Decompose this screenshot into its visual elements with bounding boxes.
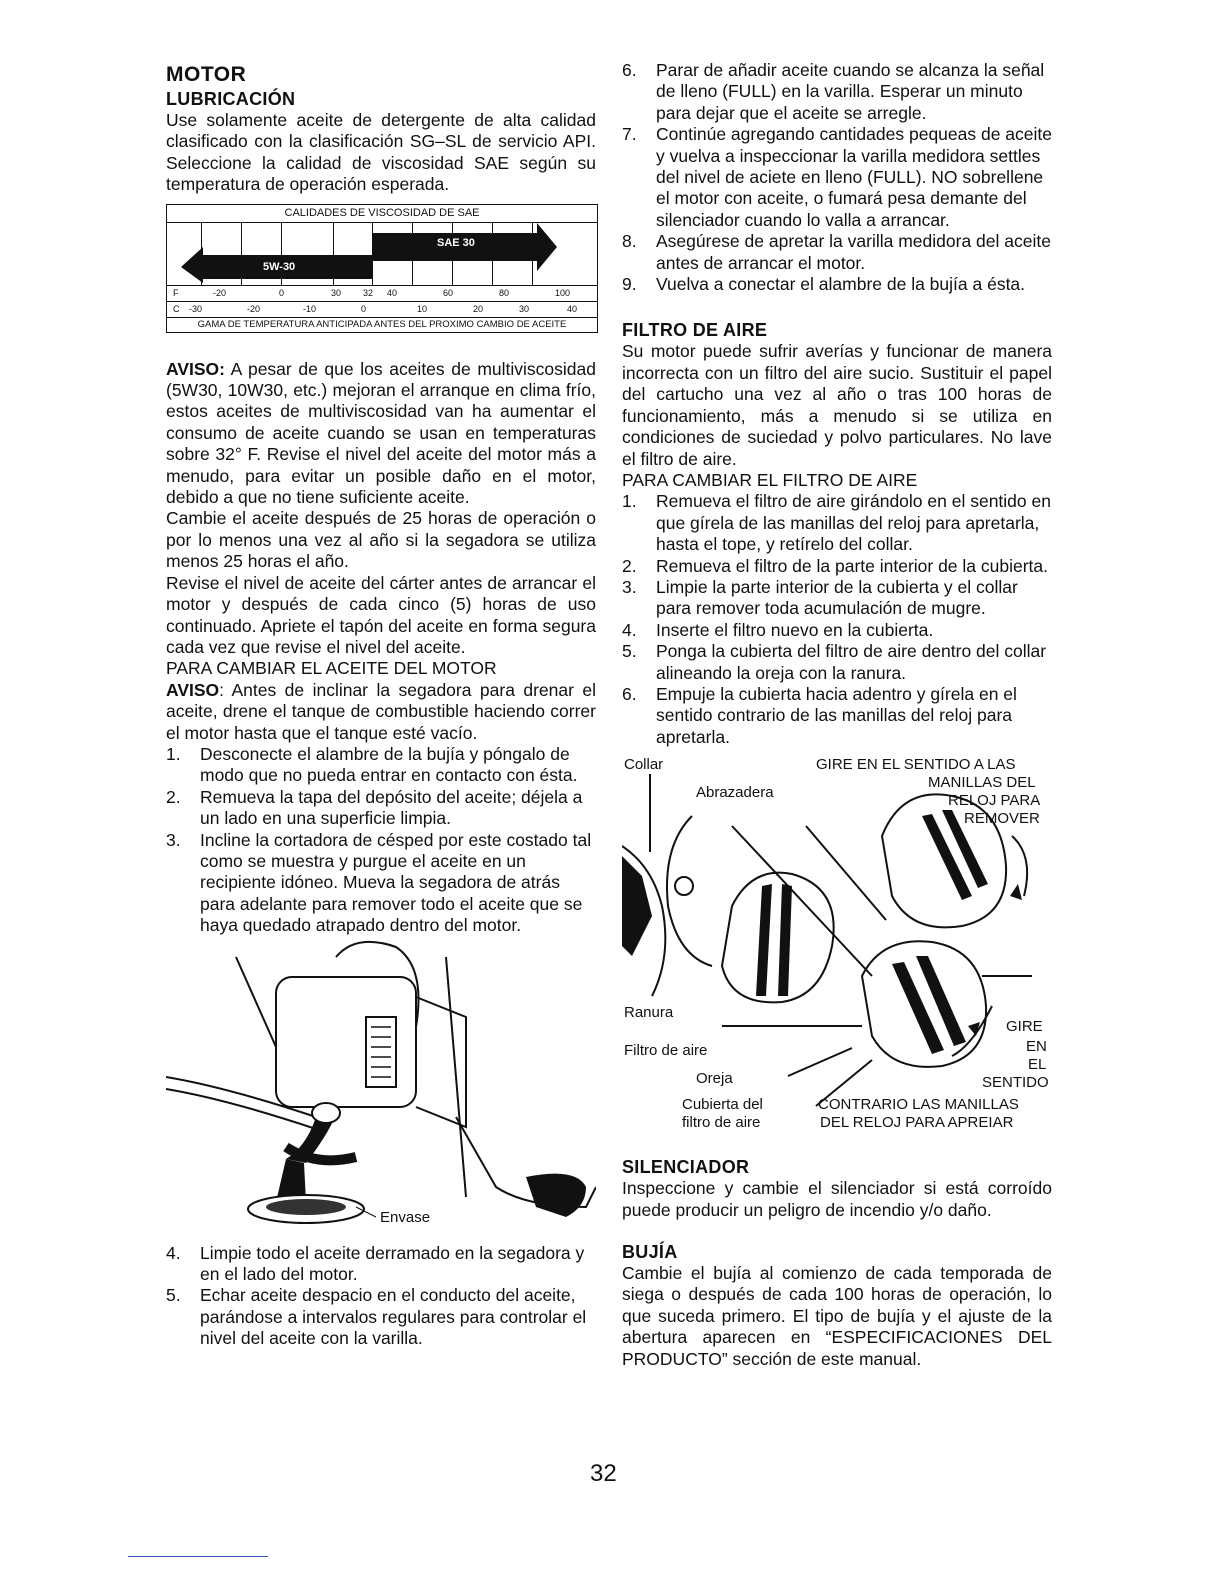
- c-tick: 10: [417, 303, 428, 314]
- page-number: 32: [590, 1460, 617, 1487]
- aviso2-text: : Antes de inclinar la segadora para drenar el aceite, drene el tanque de combustible haciendo correr el motor hasta que el tanque esté vacío.: [166, 679, 596, 743]
- c-tick: 40: [567, 303, 578, 314]
- f-tick: 80: [499, 287, 510, 298]
- step-text: Parar de añadir aceite cuando se alcanza la señal de lleno (FULL) en la varilla. Esperar un minuto para dejar que el aceite se arregle.: [656, 60, 1045, 123]
- gire-remove-line4: REMOVER: [964, 810, 1040, 828]
- step-number: 1.: [622, 491, 637, 512]
- celsius-row: [167, 302, 597, 318]
- reloj-apretar-label: DEL RELOJ PARA APREIAR: [820, 1114, 1014, 1132]
- step-text: Vuelva a conectar el alambre de la bujía a ésta.: [656, 274, 1026, 295]
- aviso-paragraph: [166, 359, 596, 509]
- list-item: [622, 577, 1052, 620]
- c-label: C: [173, 303, 180, 314]
- chart-footer: GAMA DE TEMPERATURA ANTICIPADA ANTES DEL PROXIMO CAMBIO DE ACEITE: [197, 318, 567, 330]
- right-column: [622, 60, 1052, 1370]
- list-item: [622, 620, 1052, 641]
- f-tick: 30: [331, 287, 342, 298]
- filtro-aire-label: Filtro de aire: [624, 1042, 708, 1060]
- step-number: 4.: [166, 1242, 181, 1263]
- silenciador-text: Inspeccione y cambie el silenciador si está corroído puede producir un peligro de incendio y/o daño.: [622, 1178, 1052, 1220]
- oil-change-interval: Cambie el aceite después de 25 horas de operación o por lo menos una vez al año si la segadora se utiliza menos 25 horas el año.: [166, 508, 596, 572]
- c-tick: -10: [303, 303, 317, 314]
- step-text: Echar aceite despacio en el conducto del aceite, parándose a intervalos regulares para controlar el nivel del aceite con la varilla.: [200, 1285, 587, 1349]
- step-text: Asegúrese de apretar la varilla medidora del aceite antes de arrancar el motor.: [656, 231, 1051, 273]
- step-text: Remueva el filtro de la parte interior de la cubierta.: [656, 555, 1049, 576]
- oil-steps-list-2: [166, 1243, 596, 1350]
- f-tick: -20: [213, 287, 227, 298]
- gire-tighten-1: GIRE: [1006, 1018, 1043, 1036]
- f-tick: 100: [555, 287, 571, 298]
- step-text: Inserte el filtro nuevo en la cubierta.: [656, 619, 934, 640]
- f-tick: 40: [387, 287, 398, 298]
- f-tick: 60: [443, 287, 454, 298]
- step-number: 8.: [622, 231, 637, 252]
- step-number: 6.: [622, 60, 637, 80]
- list-item: [622, 641, 1052, 684]
- step-number: 2.: [166, 786, 181, 807]
- silenciador-title: SILENCIADOR: [622, 1157, 750, 1178]
- step-number: 2.: [622, 555, 637, 576]
- motor-title: MOTOR: [166, 63, 247, 86]
- filtro-title: FILTRO DE AIRE: [622, 320, 768, 341]
- list-item: [166, 744, 596, 787]
- chart-bars: [167, 223, 597, 286]
- step-text: Incline la cortadora de césped por este costado tal como se muestra y purgue el aceite en un recipiente idóneo. Mueva la segadora de atrás para adelante para remover todo el aceite que se haya quedado atrapado dentro del motor.: [200, 829, 592, 936]
- f-tick: 0: [279, 287, 285, 298]
- change-oil-heading: PARA CAMBIAR EL ACEITE DEL MOTOR: [166, 658, 497, 679]
- bujia-title: BUJÍA: [622, 1242, 678, 1262]
- list-item: [166, 787, 596, 830]
- oil-drain-figure: [166, 937, 596, 1231]
- step-text: Continúe agregando cantidades pequeas de aceite y vuelva a inspeccionar la varilla medidora settles del nivel de aciete en lleno (FULL). NO sobrellene el motor con aceite, o fumará pesa demante del silenciador cuando lo valla a arrancar.: [656, 124, 1053, 230]
- aviso-label: AVISO:: [166, 358, 225, 379]
- air-filter-figure: [622, 756, 1052, 1146]
- step-number: 6.: [622, 683, 637, 704]
- lubricacion-subtitle: LUBRICACIÓN: [166, 89, 296, 109]
- step-text: Limpie todo el aceite derramado en la segadora y en el lado del motor.: [200, 1242, 585, 1284]
- step-number: 4.: [622, 619, 637, 640]
- list-item: [622, 274, 1052, 295]
- gire-remove-line3: RELOJ PARA: [948, 792, 1041, 810]
- lubrication-intro: Use solamente aceite de detergente de alta calidad clasificado con la clasificación SG–SL de servicio API. Seleccione la calidad de viscosidad SAE según su temperatura de operación esperada.: [166, 110, 596, 195]
- list-item: [622, 684, 1052, 748]
- abrazadera-label: Abrazadera: [696, 784, 774, 802]
- list-item: [166, 1285, 596, 1349]
- step-number: 7.: [622, 124, 637, 145]
- list-item: [622, 60, 1052, 124]
- left-column: [166, 60, 596, 1350]
- step-text: Limpie la parte interior de la cubierta y el collar para remover toda acumulación de mugre.: [656, 576, 1018, 619]
- aviso-text: A pesar de que los aceites de multiviscosidad (5W30, 10W30, etc.) mejoran el arranque en clima frío, estos aceites de multiviscosidad van ha aumentar el consumo de aceite cuando se usan en temperaturas sobre 32° F. Revise el nivel del aceite del motor más a menudo, para evitar un posible daño en el motor, debido a que no tiene suficiente aceite.: [166, 358, 596, 508]
- filtro-text: Su motor puede sufrir averías y funcionar de manera incorrecta con un filtro del aire sucio. Sustituir el papel del cartucho una vez al año o tras 100 horas de funcionamiento, más a menudo si se utiliza en condiciones de suciedad y polvo particulares. No lave el filtro de aire.: [622, 341, 1052, 469]
- step-text: Desconecte el alambre de la bujía y póngalo de modo que no pueda entrar en contacto con ésta.: [200, 743, 578, 786]
- c-tick: 0: [361, 303, 367, 314]
- list-item: [166, 830, 596, 937]
- step-text: Ponga la cubierta del filtro de aire dentro del collar alineando la oreja con la ranura.: [656, 641, 1047, 683]
- contrario-label: CONTRARIO LAS MANILLAS: [818, 1096, 1019, 1114]
- filter-steps-list: [622, 491, 1052, 748]
- bujia-text: Cambie el bujía al comienzo de cada temporada de siega o después de cada 100 horas de operación, lo que suceda primero. El tipo de bujía y el ajuste de la abertura aparecen en “ESPECIFICACIONES DEL PRODUCTO” sección de este manual.: [622, 1263, 1052, 1369]
- gire-remove-line1: GIRE EN EL SENTIDO A LAS: [816, 756, 1016, 774]
- gire-tighten-4: SENTIDO: [982, 1074, 1049, 1092]
- step-number: 9.: [622, 274, 637, 295]
- step-text: Remueva el filtro de aire girándolo en el sentido en que gírela de las manillas del reloj para apretarla, hasta el tope, y retírelo del collar.: [656, 491, 1051, 555]
- c-tick: -20: [247, 303, 261, 314]
- 5w30-label: 5W-30: [263, 260, 296, 273]
- list-item: [622, 556, 1052, 577]
- collar-label: Collar: [624, 756, 664, 774]
- oil-check-paragraph: Revise el nivel de aceite del cárter antes de arrancar el motor y después de cada cinco (5) horas de uso continuado. Apriete el tapón del aceite en forma segura cada vez que revise el nivel del aceite.: [166, 572, 596, 657]
- ranura-label: Ranura: [624, 1004, 674, 1022]
- fahrenheit-row: [167, 286, 597, 302]
- list-item: [622, 491, 1052, 555]
- aviso2-paragraph: [166, 680, 596, 744]
- viscosity-bars: [167, 223, 597, 285]
- step-number: 3.: [622, 576, 637, 597]
- gire-tighten-2: EN: [1026, 1038, 1047, 1056]
- c-tick: 30: [519, 303, 530, 314]
- mower-tilt-illustration: [166, 937, 596, 1231]
- step-number: 5.: [166, 1285, 181, 1306]
- step-number: 3.: [166, 829, 181, 850]
- filtro-heading: PARA CAMBIAR EL FILTRO DE AIRE: [622, 469, 918, 490]
- oil-steps-list: [166, 744, 596, 937]
- footer-rule: [128, 1556, 268, 1557]
- sae30-label: SAE 30: [437, 236, 475, 249]
- chart-title: CALIDADES DE VISCOSIDAD DE SAE: [167, 205, 597, 223]
- list-item: [622, 231, 1052, 274]
- c-tick: -30: [189, 303, 203, 314]
- oil-steps-list-3: [622, 60, 1052, 295]
- sae-viscosity-chart: [166, 204, 598, 333]
- list-item: [622, 124, 1052, 231]
- step-text: Remueva la tapa del depósito del aceite; déjela a un lado en una superficie limpia.: [200, 786, 583, 829]
- step-number: 5.: [622, 641, 637, 662]
- f-tick: 32: [363, 287, 374, 298]
- f-label: F: [173, 287, 179, 298]
- step-text: Empuje la cubierta hacia adentro y gírela en el sentido contrario de las manillas del reloj para apretarla.: [656, 683, 1017, 747]
- step-number: 1.: [166, 743, 181, 764]
- gire-tighten-3: EL: [1028, 1056, 1047, 1074]
- oreja-label: Oreja: [696, 1070, 733, 1088]
- aviso2-label: AVISO: [166, 679, 220, 700]
- c-tick: 20: [473, 303, 484, 314]
- gire-remove-line2: MANILLAS DEL: [928, 774, 1036, 792]
- cubierta-label-1: Cubierta del: [682, 1096, 763, 1114]
- list-item: [166, 1243, 596, 1286]
- envase-label: Envase: [380, 1208, 431, 1226]
- cubierta-label-2: filtro de aire: [682, 1114, 761, 1132]
